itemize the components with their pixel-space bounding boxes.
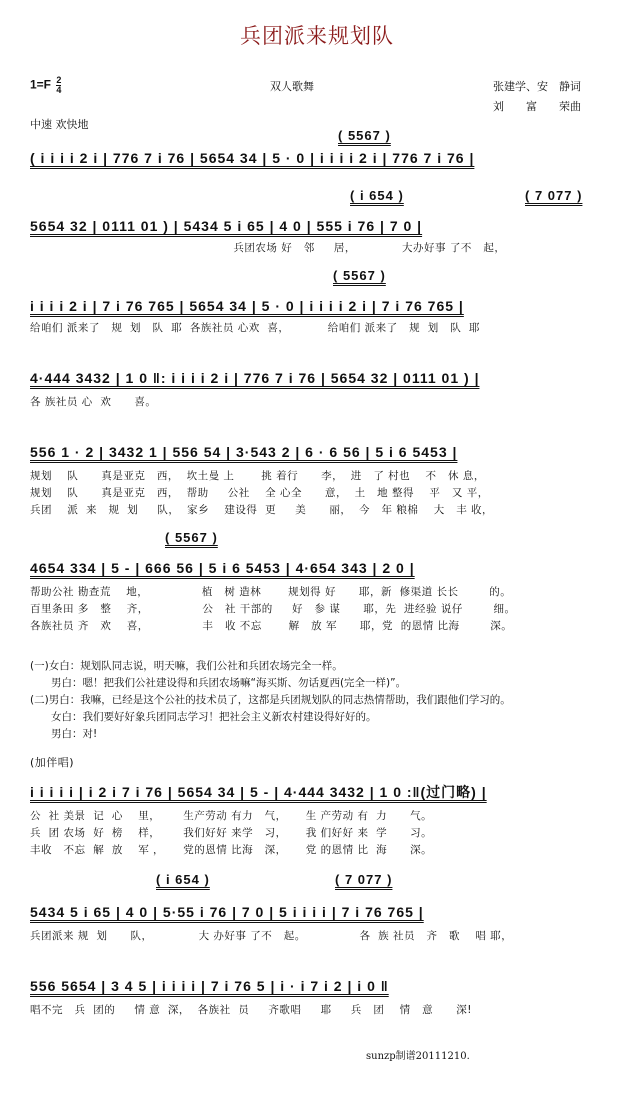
- score-system-7: [30, 754, 590, 864]
- time-sig-top: 2: [56, 75, 62, 85]
- score-system-8: [30, 872, 590, 947]
- dialogue-line: [30, 726, 511, 743]
- notation-line: i i i i 2 i | 7 i 76 765 | 5654 34 | 5 · 0 | i i i i 2 i | 7 i 76 765 |: [30, 298, 464, 314]
- dialogue-text: 规划队同志说，明天嘛，我们公社和兵团农场完全一样。: [80, 660, 343, 672]
- lyric-line: 给咱们 派来了 规 划 队 耶 各族社员 心欢 喜， 给咱们 派来了 规 划 队 耶: [30, 322, 480, 334]
- notation-line: 5654 32 | 0111 01 ) | 5434 5 i 65 | 4 0 | 555 i 76 | 7 0 |: [30, 218, 423, 234]
- dialogue-line: [30, 709, 511, 726]
- parenthetical-phrase: ( i 654 ): [350, 188, 404, 203]
- parenthetical-phrase: ( i 654 ): [156, 872, 210, 887]
- lyric-line: 各 族社员 心 欢 喜。: [30, 396, 157, 408]
- score-system-1: [30, 128, 590, 168]
- score-system-6: [30, 530, 590, 640]
- score-system-3: [30, 268, 590, 338]
- speaker-label: (二)男白：: [30, 694, 81, 706]
- time-signature: [56, 76, 61, 95]
- lyric-line: 各族社员 齐 欢 喜， 丰 收 不忘 解 放 军 耶，党 的恩情 比海 深。: [30, 620, 513, 632]
- speaker-label: 男白：: [30, 728, 83, 740]
- accompaniment-marking: (加伴唱): [30, 756, 75, 769]
- lyric-line: 规划 队 真是亚克 西， 帮助 公社 全 心全 意， 土 地 整得 平 又 平，: [30, 487, 489, 499]
- notation-line: 4654 334 | 5 - | 666 56 | 5 i 6 5453 | 4·654 343 | 2 0 |: [30, 560, 415, 576]
- notation-line: ( i i i i 2 i | 776 7 i 76 | 5654 34 | 5 · 0 | i i i i 2 i | 776 7 i 76 |: [30, 150, 475, 166]
- key-label: 1=F: [30, 77, 52, 92]
- lyric-line: 公 社 美景 记 心 里， 生产劳动 有力 气， 生 产劳动 有 力 气。: [30, 810, 433, 822]
- notation-line: 4·444 3432 | 1 0 ‖: i i i i 2 i | 776 7 i 76 | 5654 32 | 0111 01 ) |: [30, 370, 480, 386]
- lyricist-credit: 张建学、安 静词: [493, 80, 581, 93]
- tempo-marking: 中速 欢快地: [30, 118, 89, 131]
- genre-label: 双人歌舞: [270, 80, 314, 93]
- dialogue-line: [30, 675, 511, 692]
- lyric-line: 唱不完 兵 团的 情 意 深， 各族社 员 齐歌唱 耶 兵 团 情 意 深!: [30, 1004, 472, 1016]
- spoken-dialogue: [30, 658, 511, 743]
- lyric-line: 帮助公社 勘查荒 地， 植 树 造林 规划得 好 耶，新 修渠道 长长 的。: [30, 586, 512, 598]
- parenthetical-phrase: ( 5567 ): [333, 268, 386, 283]
- parenthetical-phrase: ( 5567 ): [338, 128, 391, 143]
- parenthetical-phrase: ( 7 077 ): [335, 872, 393, 887]
- composer-credit: 刘 富 荣曲: [493, 100, 581, 113]
- score-system-4: [30, 370, 590, 415]
- score-system-5: [30, 444, 590, 524]
- lyric-line: 百里条田 多 整 齐， 公 社 干部的 好 参 谋 耶，先 进经验 说仔 细。: [30, 603, 516, 615]
- parenthetical-phrase: ( 5567 ): [165, 530, 218, 545]
- key-signature: [30, 76, 61, 95]
- lyric-line: 兵团 派 来 规 划 队， 家乡 建设得 更 美 丽， 今 年 粮棉 大 丰 收，: [30, 504, 494, 516]
- dialogue-text: 我们要好好象兵团同志学习！把社会主义新农村建设得好好的。: [82, 711, 377, 723]
- speaker-label: 女白：: [30, 711, 83, 723]
- lyric-line: 丰收 不忘 解 放 军 ， 党的恩情 比海 深， 党 的恩情 比 海 深。: [30, 844, 433, 856]
- transcriber-signature: sunzp制谱20111210.: [366, 1051, 470, 1062]
- score-system-2: [30, 188, 590, 258]
- lyric-line: 兵 团 农场 好 榜 样， 我们好好 来学 习， 我 们好好 来 学 习。: [30, 827, 433, 839]
- lyric-line: 兵团派来 规 划 队， 大 办好事 了不 起。 各 族 社员 齐 歌 唱 耶，: [30, 930, 513, 942]
- notation-line: 556 5654 | 3 4 5 | i i i i | 7 i 76 5 | i · i 7 i 2 | i 0 ‖: [30, 978, 389, 994]
- dialogue-line: [30, 692, 511, 709]
- time-sig-bottom: 4: [56, 85, 62, 95]
- parenthetical-phrase: ( 7 077 ): [525, 188, 583, 203]
- notation-line: 556 1 · 2 | 3432 1 | 556 54 | 3·543 2 | 6 · 6 56 | 5 i 6 5453 |: [30, 444, 458, 460]
- score-system-9: [30, 978, 590, 1023]
- song-title: 兵团派来规划队: [240, 24, 394, 48]
- dialogue-text: 嗯！把我们公社建设得和兵团农场嘛“海买斯、勿话夏西(完全一样)”。: [82, 677, 407, 689]
- dialogue-line: [30, 658, 511, 675]
- dialogue-text: 对!: [82, 728, 98, 740]
- speaker-label: (一)女白：: [30, 660, 81, 672]
- lyric-line: 规划 队 真是亚克 西， 坎土曼 上 挑 着行 李， 进 了 村也 不 休 息，: [30, 470, 485, 482]
- lyric-line: 兵团农场 好 邻 居， 大办好事 了不 起，: [30, 242, 506, 254]
- dialogue-text: 我嘛，已经是这个公社的技术员了，这都是兵团规划队的同志热情帮助，我们跟他们学习的。: [80, 694, 511, 706]
- notation-line: i i i i i | i 2 i 7 i 76 | 5654 34 | 5 - | 4·444 3432 | 1 0 :‖(过门略) |: [30, 784, 487, 800]
- notation-line: 5434 5 i 65 | 4 0 | 5·55 i 76 | 7 0 | 5 i i i i | 7 i 76 765 |: [30, 904, 424, 920]
- speaker-label: 男白：: [30, 677, 83, 689]
